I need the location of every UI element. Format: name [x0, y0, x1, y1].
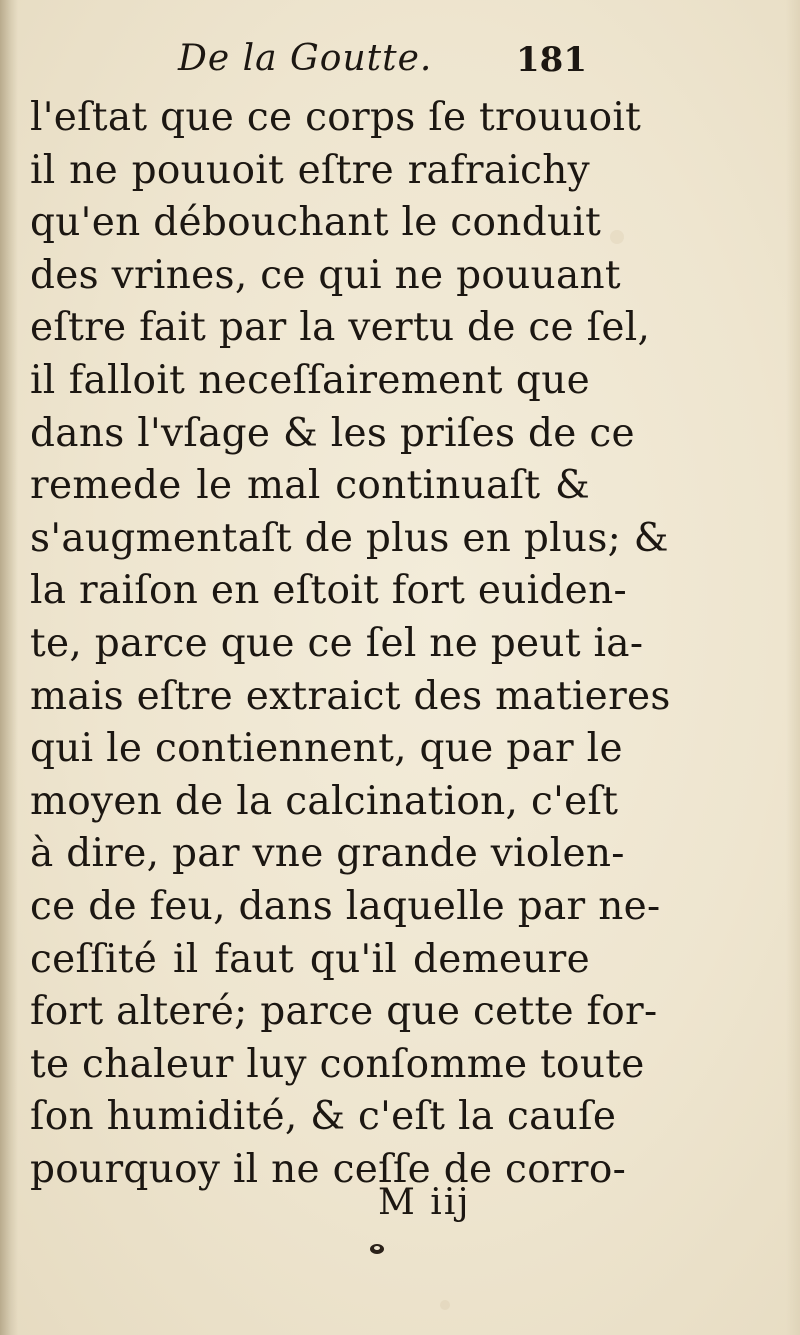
text-line: il falloit neceſſairement que	[30, 357, 590, 403]
text-line: moyen de la calcination, c'eſt	[30, 778, 619, 824]
binding-gutter	[0, 0, 18, 1335]
page-edge	[786, 0, 800, 1335]
text-line: ſon humidité, & c'eſt la cauſe	[30, 1094, 617, 1140]
text-line: ce de feu, dans laquelle par ne-	[30, 883, 661, 929]
text-line: mais eſtre extraict des matieres	[30, 673, 671, 719]
text-line: ceſſité il faut qu'il demeure	[30, 936, 590, 982]
text-line: fort alteré; parce que cette for-	[30, 989, 658, 1035]
text-line: te, parce que ce ſel ne peut ia-	[30, 620, 644, 666]
text-line: l'eſtat que ce corps ſe trouuoit	[30, 95, 642, 140]
running-head	[0, 38, 800, 98]
text-line: te chaleur luy conſomme toute	[30, 1041, 645, 1087]
paper-stain	[440, 1300, 450, 1310]
signature-mark: M iij	[378, 1182, 471, 1223]
text-line: qu'en débouchant le conduit	[30, 200, 602, 246]
paper-stain	[610, 230, 624, 244]
text-line: eſtre fait par la vertu de ce ſel,	[30, 305, 651, 351]
text-line: des vrines, ce qui ne pouuant	[30, 252, 621, 298]
text-line: remede le mal continuaſt &	[30, 463, 590, 509]
text-line: il ne pouuoit eſtre rafraichy	[30, 147, 590, 193]
body-text	[30, 92, 671, 1196]
printer-ornament-icon	[367, 1238, 387, 1258]
text-line: la raiſon en eſtoit fort euiden-	[30, 568, 627, 614]
text-line: pourquoy il ne ceſſe de corro-	[30, 1146, 627, 1192]
text-line: à dire, par vne grande violen-	[30, 831, 625, 877]
text-line: s'augmentaſt de plus en plus; &	[30, 515, 669, 561]
running-title: De la Goutte.	[178, 38, 433, 79]
page-number: 181	[516, 40, 587, 80]
text-line: qui le contiennent, que par le	[30, 726, 623, 772]
text-line: dans l'vſage & les priſes de ce	[30, 410, 635, 456]
